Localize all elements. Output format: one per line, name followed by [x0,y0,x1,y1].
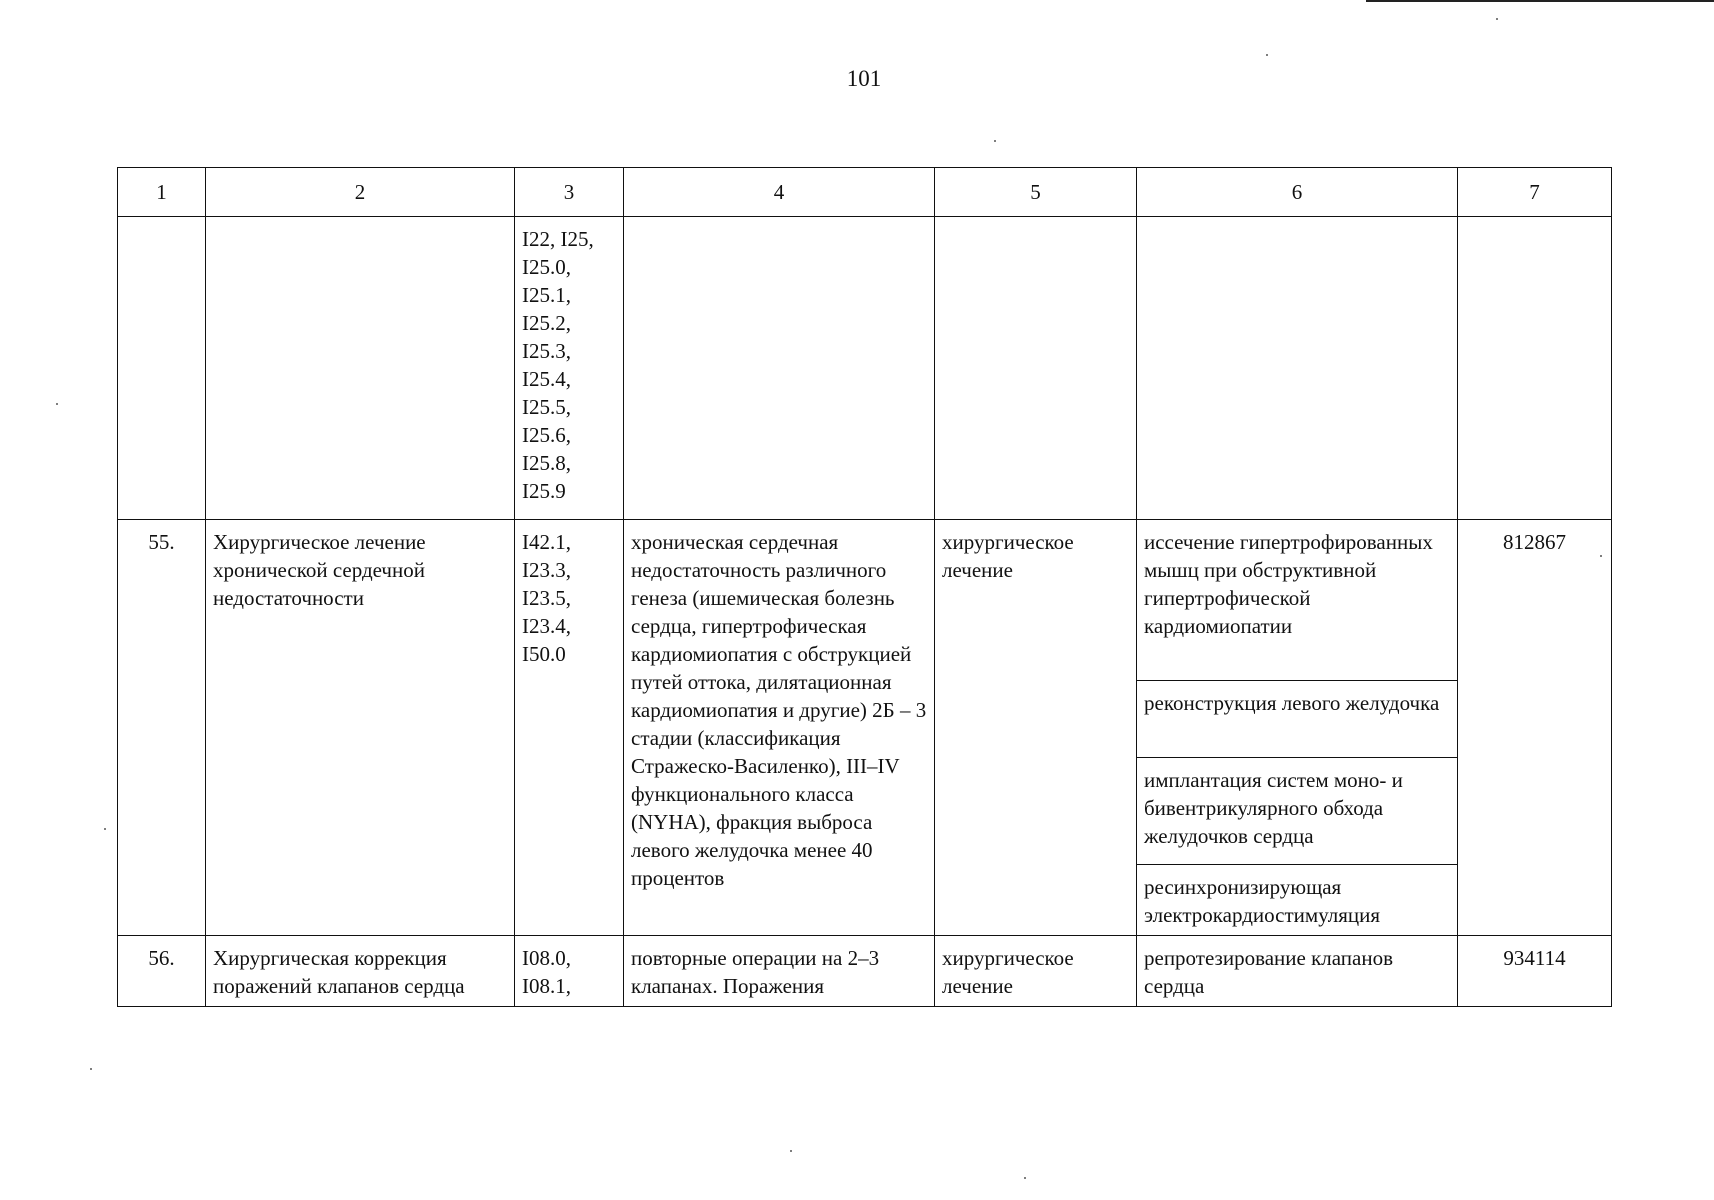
code-item: I25.1, [522,283,571,307]
care-type-name: Хирургическая коррекция поражений клапанов сердца [206,936,515,1007]
treatment-type: хирургическое лечение [935,936,1137,1007]
cell-cost [1458,217,1612,520]
method-item: имплантация систем моно- и бивентрикулярного обхода желудочков сердца [1137,758,1457,865]
code-item: I25.8, [522,451,571,475]
header-cell-7: 7 [1458,168,1612,217]
code-item: I23.3, [522,558,571,582]
cell-method [1137,217,1458,520]
treatment-method: репротезирование клапанов сердца [1137,936,1458,1007]
header-cell-4: 4 [624,168,935,217]
header-cell-5: 5 [935,168,1137,217]
scan-speck [1600,555,1602,557]
method-item: реконструкция левого желудочка [1137,681,1457,758]
table-row-56 [118,936,1612,1007]
cell-codes [515,520,624,936]
top-edge-rule [1366,0,1714,2]
cell-number [118,217,206,520]
code-item: I25.6, [522,423,571,447]
scan-speck [994,140,996,142]
cell-codes [515,217,624,520]
code-item: I25.4, [522,367,571,391]
cell-codes [515,936,624,1007]
scan-speck [1496,18,1498,20]
code-item: I08.0, [522,946,571,970]
scan-speck [90,1068,92,1070]
scan-speck [790,1150,792,1152]
code-item: I25.5, [522,395,571,419]
medical-care-table [117,167,1612,1007]
page-number: 101 [846,66,882,91]
standard-cost: 812867 [1458,520,1612,936]
cell-name [206,217,515,520]
code-item: I23.5, [522,586,571,610]
code-item: I25.9 [522,479,566,503]
table-row-55 [118,520,1612,936]
cell-treatment-type [935,217,1137,520]
table-row-continuation [118,217,1612,520]
patient-model: хроническая сердечная недостаточность различного генеза (ишемическая болезнь сердца, гипертрофическая кардиомиопатия с обструкцией путей оттока, дилятационная кардиомиопатия и другие) 2Б – 3 стадии (классификация Стражеско-Василенко), III–IV функционального класса (NYHA), фракция выброса левого желудочка менее 40 процентов [624,520,935,936]
cell-patient-model [624,217,935,520]
code-item: I08.1, [522,974,571,998]
treatment-methods [1137,520,1458,936]
row-number: 56. [118,936,206,1007]
code-item: I23.4, [522,614,571,638]
row-number: 55. [118,520,206,936]
code-item: I42.1, [522,530,571,554]
treatment-type: хирургическое лечение [935,520,1137,936]
table-header-row [118,168,1612,217]
patient-model: повторные операции на 2–3 клапанах. Поражения [624,936,935,1007]
scan-speck [56,403,58,405]
header-cell-3: 3 [515,168,624,217]
header-cell-1: 1 [118,168,206,217]
method-item: ресинхронизирующая электрокардиостимуляция [1144,875,1381,927]
header-cell-2: 2 [206,168,515,217]
method-item: иссечение гипертрофированных мышц при обструктивной гипертрофической кардиомиопатии [1137,520,1457,681]
scan-speck [104,828,106,830]
header-cell-6: 6 [1137,168,1458,217]
scan-speck [1266,54,1268,56]
code-item: I50.0 [522,642,566,666]
care-type-name: Хирургическое лечение хронической сердечной недостаточности [206,520,515,936]
standard-cost: 934114 [1458,936,1612,1007]
code-item: I25.2, [522,311,571,335]
scan-speck [1024,1177,1026,1179]
code-item: I22, I25, [522,227,594,251]
code-item: I25.0, [522,255,571,279]
code-item: I25.3, [522,339,571,363]
